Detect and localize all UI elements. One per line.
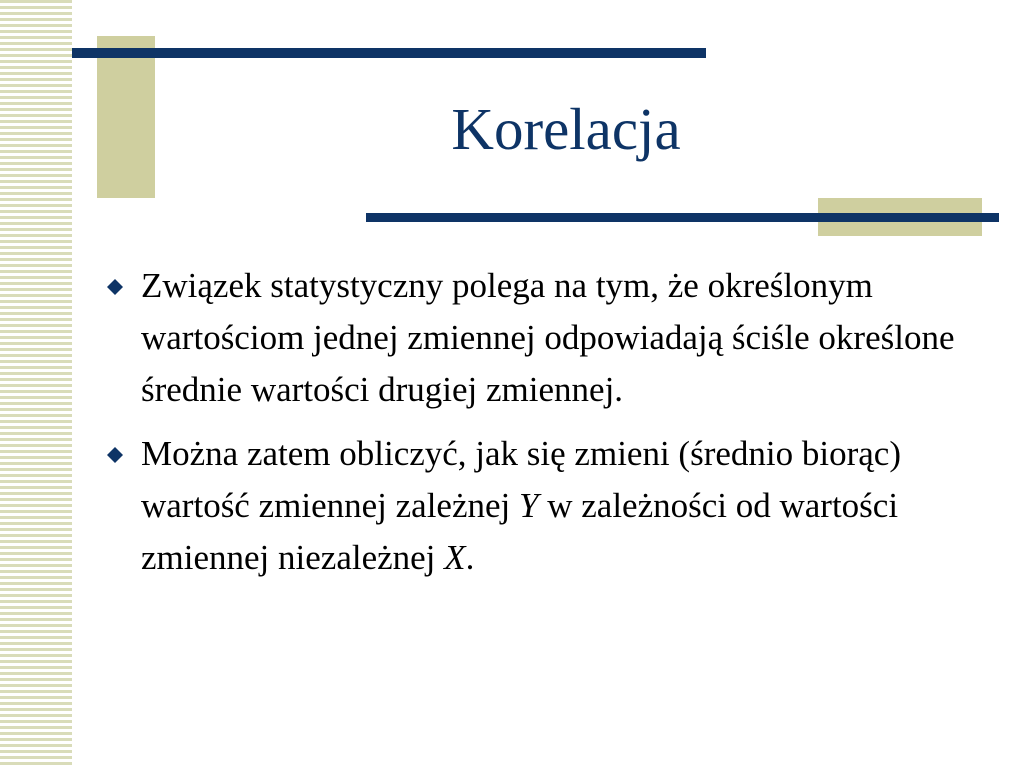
bullet-text-part: . [465, 538, 475, 577]
bullet-text: Związek statystyczny polega na tym, że określonym wartościom jednej zmiennej odpowiadają ściśle określone średnie wartości drugiej zmiennej. [141, 266, 955, 409]
variable-x: X [444, 538, 466, 577]
bullet-text-part: Można zatem obliczyć, jak się zmieni (średnio biorąc) wartość zmiennej zależnej [141, 434, 901, 525]
bullet-item [104, 428, 984, 584]
left-stripe-decoration [0, 0, 72, 768]
top-left-accent-block [97, 36, 155, 198]
bullet-text-part: w zależności od wartości zmiennej niezależnej [141, 486, 899, 577]
diamond-icon [106, 446, 124, 464]
bullet-item [104, 260, 984, 416]
slide-title: Korelacja [451, 96, 681, 162]
diamond-icon [106, 278, 124, 296]
top-rule-line [72, 48, 706, 58]
variable-y: Y [519, 486, 539, 525]
bullet-list [104, 260, 984, 596]
title-underline-rule [366, 213, 999, 222]
